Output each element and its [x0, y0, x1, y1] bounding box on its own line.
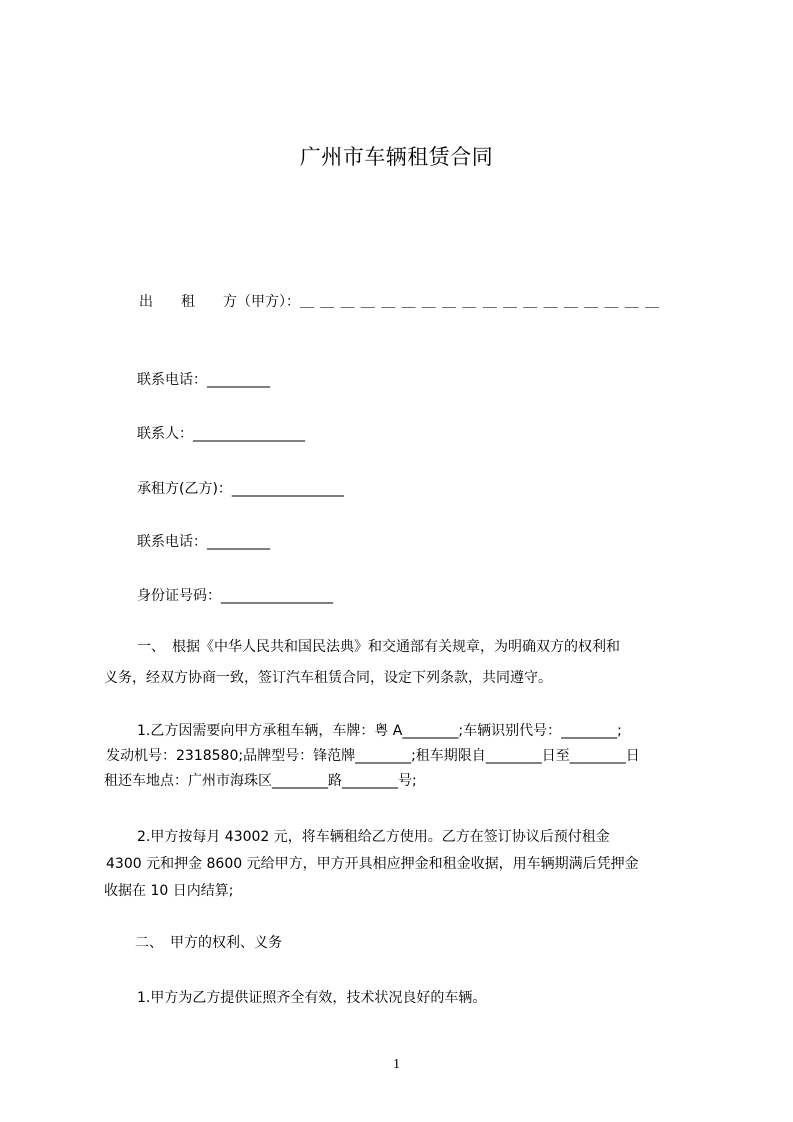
- id-number-field: 身份证号码：________________: [137, 588, 333, 604]
- lessee-field: 承租方(乙方)：________________: [137, 481, 344, 497]
- clause-3-line-1: 1.甲方为乙方提供证照齐全有效，技术状况良好的车辆。: [137, 990, 487, 1006]
- clause-1-line-3: 租还车地点：广州市海珠区________路________号;: [104, 773, 417, 789]
- section-1-line-1: 一、 根据《中华人民共和国民法典》和交通部有关规章，为明确双方的权利和: [137, 639, 620, 655]
- lessor-contact-field: 联系人：________________: [137, 426, 305, 442]
- section-1-line-2: 义务，经双方协商一致，签订汽车租赁合同，设定下列条款，共同遵守。: [104, 670, 552, 686]
- lessor-phone-field: 联系电话：_________: [137, 372, 270, 388]
- page-number: 1: [393, 1057, 400, 1072]
- clause-2-line-3: 收据在 10 日内结算;: [104, 883, 234, 899]
- clause-1-line-1: 1.乙方因需要向甲方承租车辆，车牌：粤 A________;车辆识别代号：________;: [137, 723, 622, 739]
- section-2-heading: 二、 甲方的权利、义务: [135, 935, 282, 951]
- lessor-blank: ＿＿＿＿＿＿＿＿＿＿＿＿＿＿＿＿＿＿: [300, 294, 666, 310]
- document-title: 广州市车辆租赁合同: [299, 145, 494, 169]
- clause-2-line-1: 2.甲方按每月 43002 元，将车辆租给乙方使用。乙方在签订协议后预付租金: [137, 829, 610, 845]
- lessor-label: 出 租 方（甲方）：: [139, 294, 300, 310]
- clause-2-line-2: 4300 元和押金 8600 元给甲方，甲方开具相应押金和租金收据，用车辆期满后凭押金: [106, 856, 639, 872]
- lessor-line: [139, 292, 701, 312]
- lessee-phone-field: 联系电话：_________: [137, 534, 270, 550]
- clause-1-line-2: 发动机号：2318580;品牌型号：锋范牌________;租车期限自________日至________日: [106, 748, 640, 764]
